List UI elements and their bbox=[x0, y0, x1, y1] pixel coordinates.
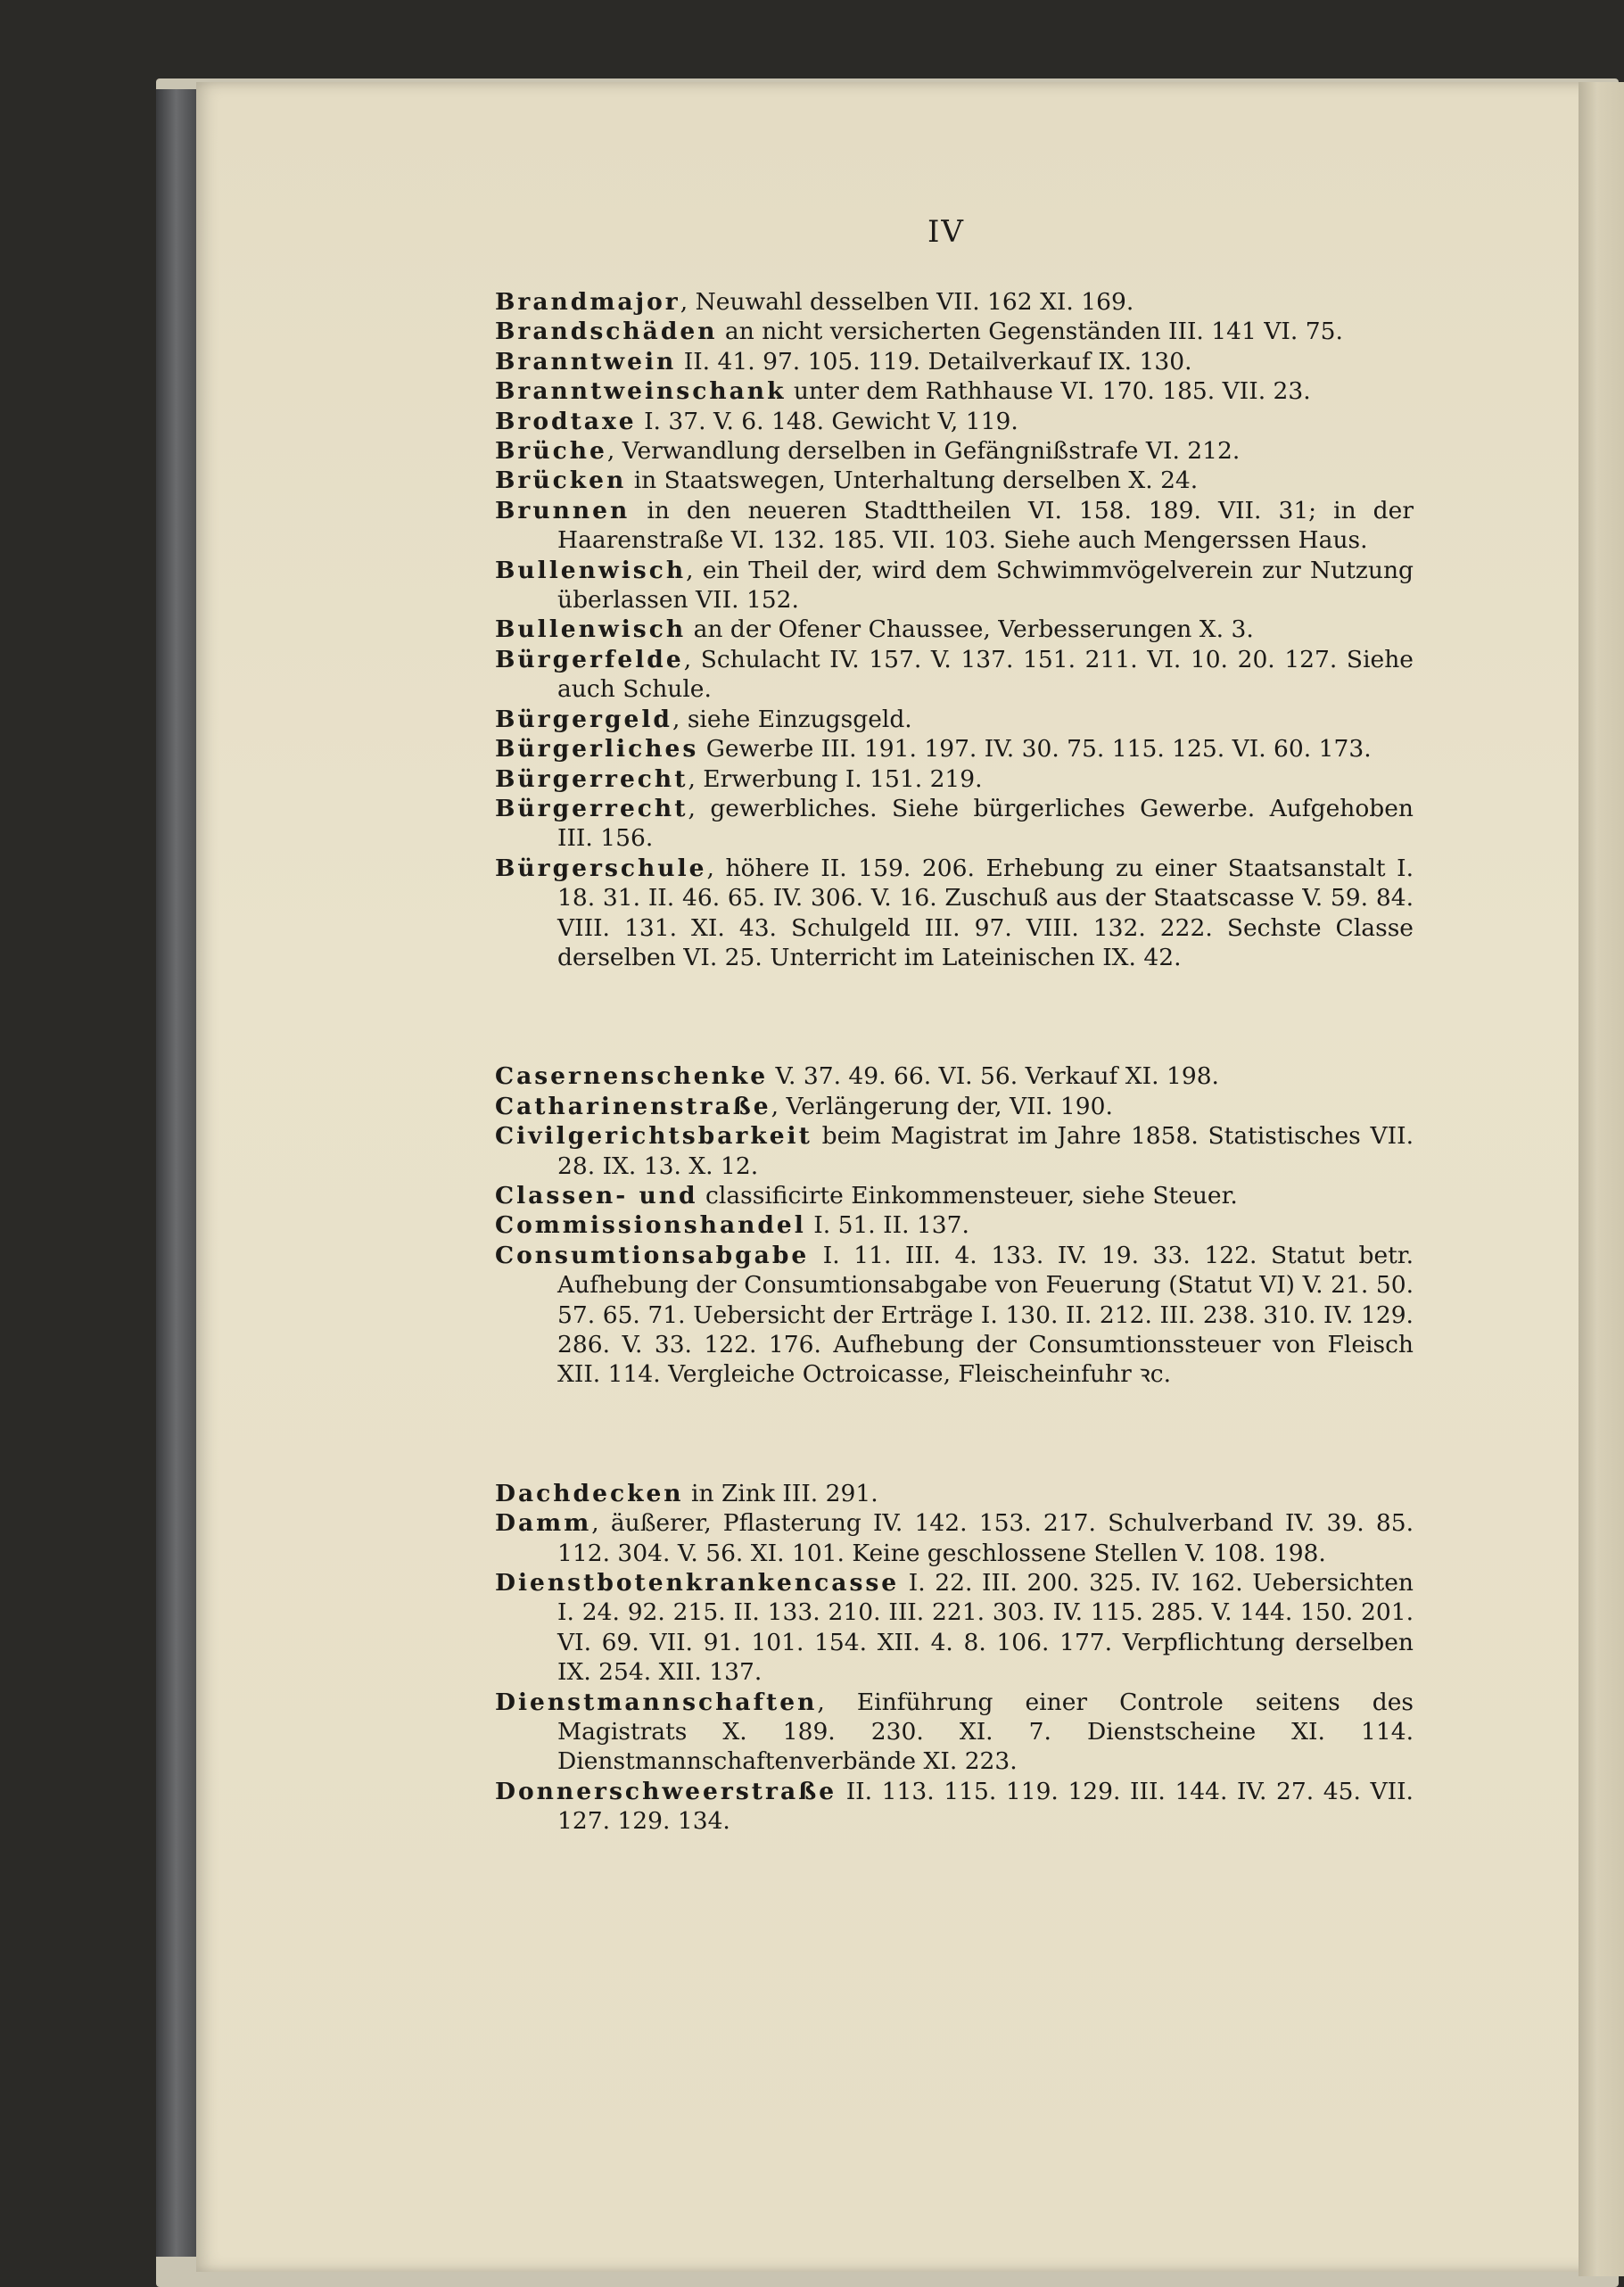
index-entry: Bullenwisch, ein Theil der, wird dem Schwimmvögelverein zur Nutzung überlassen VII. 152. bbox=[495, 556, 1414, 615]
index-entry: Dachdecken in Zink III. 291. bbox=[495, 1479, 878, 1507]
index-entry: Commissionshandel I. 51. II. 137. bbox=[495, 1211, 969, 1240]
index-entry: Consumtionsabgabe I. 11. III. 4. 133. IV. 19. 33. 122. Statut betr. Aufhebung der Consumtionsabgabe von Feuerung (Statut VI) V. 21. 50. 57. 65. 71. Uebersicht der Erträge I. 130. II. 212. III. 238. 310. IV. 129. 286. V. 33. 122. 176. Aufhebung der Consumtionssteuer von Fleisch XII. 114. Vergleiche Octroicasse, Fleischeinfuhr ꝛc. bbox=[495, 1241, 1414, 1389]
index-entry: Brüche, Verwandlung derselben in Gefängnißstrafe VI. 212. bbox=[495, 437, 1241, 466]
index-entry: Bürgerliches Gewerbe III. 191. 197. IV. 30. 75. 115. 125. VI. 60. 173. bbox=[495, 735, 1372, 764]
index-entry: Donnerschweerstraße II. 113. 115. 119. 129. III. 144. IV. 27. 45. VII. 127. 129. 134. bbox=[495, 1777, 1414, 1836]
index-content bbox=[495, 287, 1414, 1837]
index-entry: Civilgerichtsbarkeit beim Magistrat im Jahre 1858. Statistisches VII. 28. IX. 13. X. 12. bbox=[495, 1122, 1414, 1180]
index-entry: Bürgerrecht, gewerbliches. Siehe bürgerliches Gewerbe. Aufgehoben III. 156. bbox=[495, 794, 1414, 853]
index-entry: Brücken in Staatswegen, Unterhaltung derselben X. 24. bbox=[495, 466, 1199, 495]
book-gutter bbox=[1579, 82, 1624, 2276]
index-entry: Bürgerrecht, Erwerbung I. 151. 219. bbox=[495, 764, 983, 793]
section-c bbox=[495, 1061, 1414, 1389]
index-entry: Branntweinschank unter dem Rathhause VI. 170. 185. VII. 23. bbox=[495, 377, 1311, 406]
index-entry: Bullenwisch an der Ofener Chaussee, Verbesserungen X. 3. bbox=[495, 615, 1254, 644]
section-gap bbox=[495, 972, 1414, 1061]
index-entry: Dienstmannschaften, Einführung einer Controle seitens des Magistrats X. 189. 230. XI. 7. Dienstscheine XI. 114. Dienstmannschaftenverbände XI. 223. bbox=[495, 1688, 1414, 1776]
index-entry: Brandschäden an nicht versicherten Gegenständen III. 141 VI. 75. bbox=[495, 318, 1343, 346]
section-d bbox=[495, 1479, 1414, 1837]
index-entry: Bürgerschule, höhere II. 159. 206. Erhebung zu einer Staatsanstalt I. 18. 31. II. 46. 65. IV. 306. V. 16. Zuschuß aus der Staatscasse V. 59. 84. VIII. 131. XI. 43. Schulgeld III. 97. VIII. 132. 222. Sechste Classe derselben VI. 25. Unterricht im Lateinischen IX. 42. bbox=[495, 854, 1414, 971]
index-entry: Classen- und classificirte Einkommensteuer, siehe Steuer. bbox=[495, 1181, 1238, 1210]
index-entry: Bürgerfelde, Schulacht IV. 157. V. 137. 151. 211. VI. 10. 20. 127. Siehe auch Schule. bbox=[495, 645, 1414, 704]
section-b bbox=[495, 287, 1414, 972]
index-entry: Casernenschenke V. 37. 49. 66. VI. 56. Verkauf XI. 198. bbox=[495, 1062, 1219, 1091]
index-entry: Catharinenstraße, Verlängerung der, VII. 190. bbox=[495, 1092, 1113, 1120]
index-entry: Dienstbotenkrankencasse I. 22. III. 200. 325. IV. 162. Uebersichten I. 24. 92. 215. II. 133. 210. III. 221. 303. IV. 115. 285. V. 144. 150. 201. VI. 69. VII. 91. 101. 154. XII. 4. 8. 106. 177. Verpflichtung derselben IX. 254. XII. 137. bbox=[495, 1569, 1414, 1687]
index-entry: Branntwein II. 41. 97. 105. 119. Detailverkauf IX. 130. bbox=[495, 347, 1192, 376]
index-entry: Damm, äußerer, Pflasterung IV. 142. 153. 217. Schulverband IV. 39. 85. 112. 304. V. 56. XI. 101. Keine geschlossene Stellen V. 108. 198. bbox=[495, 1509, 1414, 1567]
index-entry: Bürgergeld, siehe Einzugsgeld. bbox=[495, 705, 912, 733]
section-gap bbox=[495, 1390, 1414, 1479]
index-entry: Brandmajor, Neuwahl desselben VII. 162 XI. 169. bbox=[495, 288, 1134, 316]
page-number: IV bbox=[927, 214, 965, 250]
index-entry: Brodtaxe I. 37. V. 6. 148. Gewicht V, 119. bbox=[495, 407, 1018, 435]
index-entry: Brunnen in den neueren Stadttheilen VI. 158. 189. VII. 31; in der Haarenstraße VI. 132. 185. VII. 103. Siehe auch Mengerssen Haus. bbox=[495, 496, 1414, 555]
cover-binding bbox=[156, 89, 196, 2257]
